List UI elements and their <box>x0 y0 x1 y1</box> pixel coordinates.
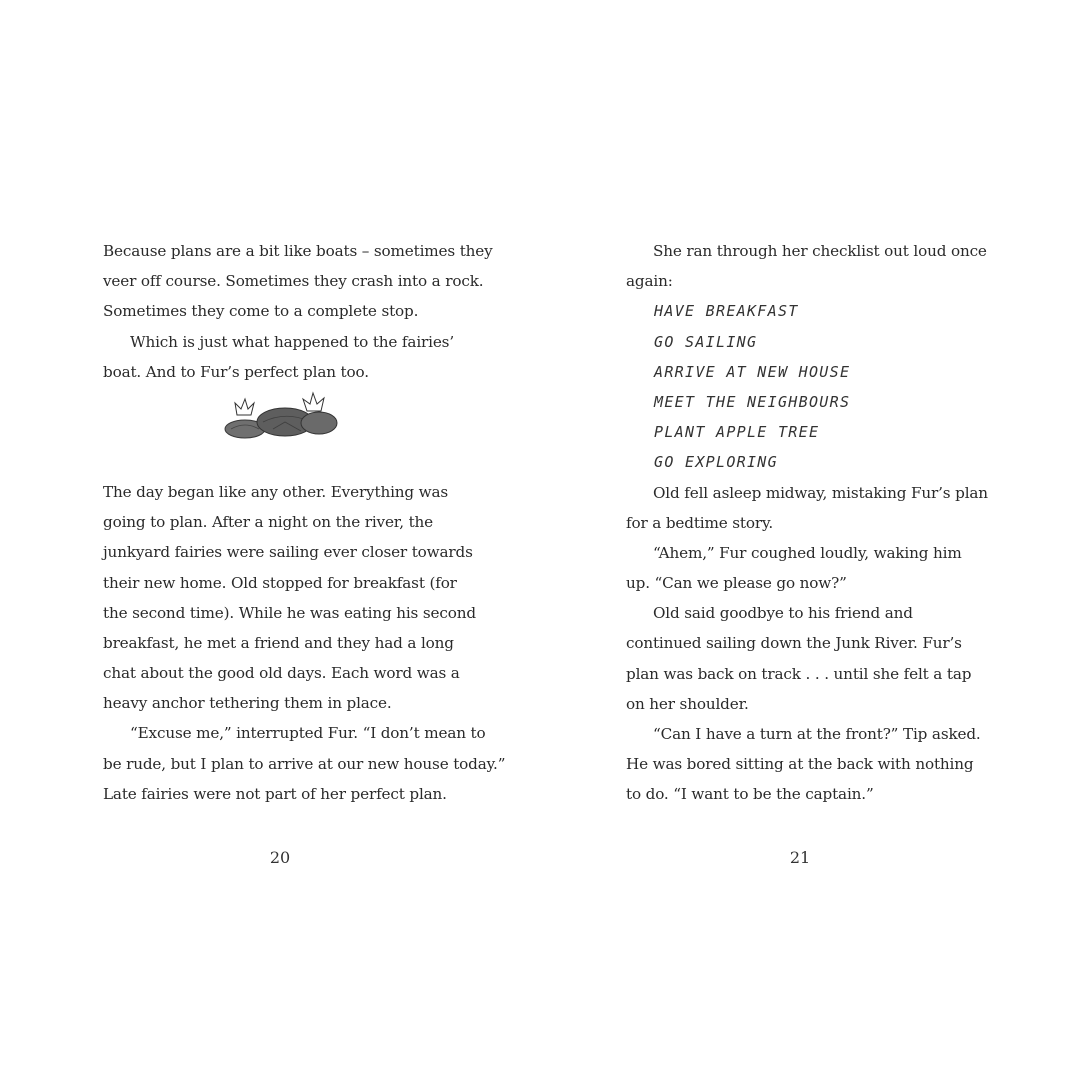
text-line: “Ahem,” Fur coughed loudly, waking him <box>653 543 962 562</box>
checklist-item: GO EXPLORING <box>654 453 778 472</box>
page-number-right: 21 <box>789 848 811 867</box>
paragraph <box>626 538 986 598</box>
text-line: breakfast, he met a friend and they had a long <box>103 633 454 652</box>
checklist <box>626 296 986 477</box>
paragraph <box>626 478 986 538</box>
water-lily-icon <box>223 391 343 451</box>
ornament <box>103 387 483 477</box>
text-line: Old fell asleep midway, mistaking Fur’s plan <box>653 483 988 502</box>
paragraph <box>103 327 483 387</box>
text-line: going to plan. After a night on the river, the <box>103 513 434 532</box>
paragraph <box>103 477 483 719</box>
checklist-item: MEET THE NEIGHBOURS <box>654 392 851 411</box>
text-line: to do. “I want to be the captain.” <box>626 785 874 804</box>
text-line: junkyard fairies were sailing ever closer towards <box>103 543 473 562</box>
paragraph <box>626 598 986 719</box>
checklist-item: ARRIVE AT NEW HOUSE <box>654 362 851 381</box>
paragraph <box>103 718 506 809</box>
text-line: their new home. Old stopped for breakfast (for <box>103 573 457 592</box>
text-line: Late fairies were not part of her perfect plan. <box>103 784 447 803</box>
paragraph <box>103 236 493 327</box>
text-line: boat. And to Fur’s perfect plan too. <box>103 362 369 381</box>
page-number-left: 20 <box>269 848 291 867</box>
left-page <box>103 236 506 809</box>
text-line: be rude, but I plan to arrive at our new house today.” <box>103 754 506 773</box>
text-line: for a bedtime story. <box>626 513 774 532</box>
text-line: Because plans are a bit like boats – sometimes they <box>103 242 493 260</box>
text-line: Old said goodbye to his friend and <box>653 604 913 623</box>
text-line: Which is just what happened to the fairies’ <box>130 332 454 351</box>
text-line: continued sailing down the Junk River. Fur’s <box>626 634 962 653</box>
text-line: up. “Can we please go now?” <box>626 574 847 593</box>
text-line: plan was back on track . . . until she felt a tap <box>626 664 972 683</box>
checklist-item: HAVE BREAKFAST <box>654 302 799 321</box>
paragraph <box>626 236 986 296</box>
text-line: on her shoulder. <box>626 694 749 713</box>
text-line: He was bored sitting at the back with nothing <box>626 755 974 774</box>
text-line: She ran through her checklist out loud once <box>653 242 987 260</box>
text-line: chat about the good old days. Each word was a <box>103 664 460 683</box>
text-line: the second time). While he was eating his second <box>103 603 476 622</box>
text-line: Sometimes they come to a complete stop. <box>103 302 419 321</box>
text-line: veer off course. Sometimes they crash into a rock. <box>103 272 484 291</box>
paragraph <box>626 719 986 810</box>
text-line: heavy anchor tethering them in place. <box>103 694 392 713</box>
text-line: The day began like any other. Everything was <box>103 482 449 501</box>
checklist-item: GO SAILING <box>654 332 758 351</box>
checklist-item: PLANT APPLE TREE <box>654 423 820 442</box>
right-page <box>626 236 986 810</box>
text-line: again: <box>626 272 673 291</box>
text-line: “Excuse me,” interrupted Fur. “I don’t mean to <box>130 724 486 743</box>
text-line: “Can I have a turn at the front?” Tip asked. <box>653 725 981 743</box>
